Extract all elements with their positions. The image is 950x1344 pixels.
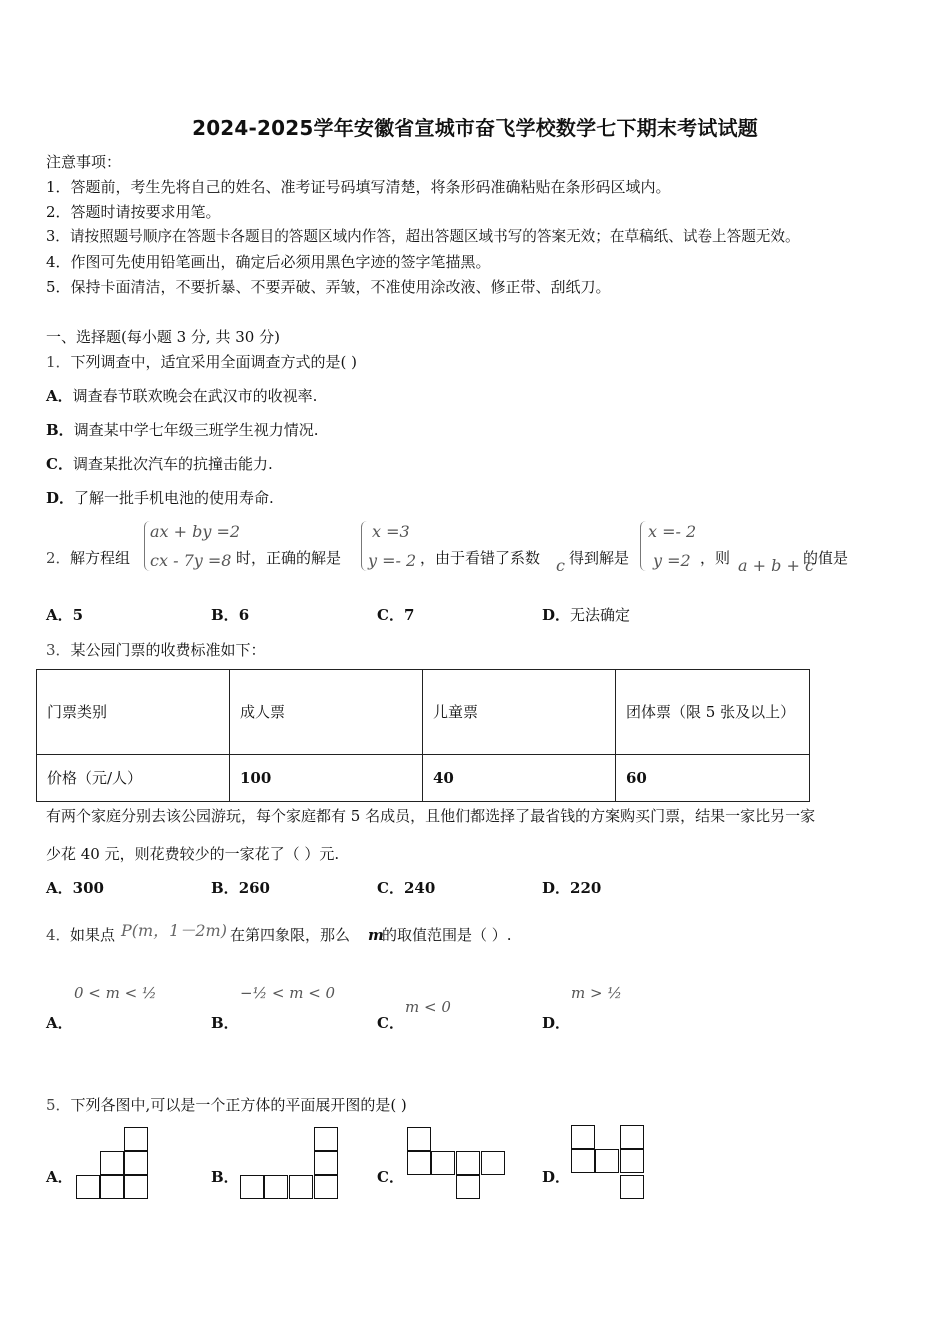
q2-text: ，由于看错了系数 bbox=[420, 549, 541, 567]
q2-text: ，则 bbox=[700, 549, 731, 567]
q2-text: 的值是 bbox=[803, 549, 849, 567]
option-label: D． bbox=[542, 606, 571, 624]
option-label: C． bbox=[377, 879, 404, 897]
table-header-cell: 门票类别 bbox=[37, 670, 230, 755]
option-label[interactable]: A． bbox=[46, 1168, 73, 1186]
fee-table bbox=[36, 669, 810, 802]
equation: x =- 2 bbox=[648, 522, 697, 541]
system-brace bbox=[361, 521, 368, 571]
option-text: 无法确定 bbox=[570, 606, 631, 624]
coefficient: c bbox=[556, 556, 565, 575]
expression: a + b + c bbox=[738, 556, 814, 575]
q4-option-d[interactable]: m > ½ bbox=[571, 984, 622, 1002]
net-square bbox=[407, 1127, 431, 1151]
question-number: 1． bbox=[46, 353, 71, 371]
question-3 bbox=[46, 640, 266, 660]
q3-option-c[interactable] bbox=[377, 878, 435, 898]
net-square bbox=[289, 1175, 313, 1199]
option-label: B． bbox=[211, 606, 239, 624]
net-square bbox=[481, 1151, 505, 1175]
q1-option-c[interactable] bbox=[46, 454, 273, 474]
question-5 bbox=[46, 1095, 407, 1115]
question-1 bbox=[46, 352, 357, 372]
option-label: A． bbox=[46, 387, 73, 405]
section-heading: 一、选择题(每小题 3 分, 共 30 分) bbox=[46, 328, 280, 346]
question-number: 4． bbox=[46, 926, 71, 944]
q2-text: 时，正确的解是 bbox=[236, 549, 342, 567]
option-label[interactable]: B． bbox=[211, 1168, 239, 1186]
table-cell: 价格（元/人） bbox=[37, 755, 230, 802]
option-text: 300 bbox=[72, 879, 104, 897]
net-square bbox=[100, 1175, 124, 1199]
q2-text: 解方程组 bbox=[70, 549, 131, 567]
net-square bbox=[264, 1175, 288, 1199]
question-number: 5． bbox=[46, 1096, 71, 1114]
equation: x =3 bbox=[372, 522, 410, 541]
option-label: B． bbox=[46, 421, 74, 439]
option-label: C． bbox=[377, 606, 404, 624]
table-header-cell: 儿童票 bbox=[423, 670, 616, 755]
q3-text: 少花 40 元，则花费较少的一家花了（ ）元. bbox=[46, 845, 340, 863]
net-square bbox=[314, 1127, 338, 1151]
q2-option-a[interactable] bbox=[46, 605, 83, 625]
option-label: D． bbox=[542, 879, 571, 897]
net-square bbox=[571, 1149, 595, 1173]
question-stem: 某公园门票的收费标准如下： bbox=[70, 641, 266, 659]
option-label: A． bbox=[46, 879, 73, 897]
net-square bbox=[571, 1125, 595, 1149]
option-text: 220 bbox=[570, 879, 602, 897]
option-label[interactable]: A． bbox=[46, 1014, 73, 1032]
q2-option-b[interactable] bbox=[211, 605, 249, 625]
net-square bbox=[595, 1149, 619, 1173]
net-square bbox=[76, 1175, 100, 1199]
option-label: A． bbox=[46, 606, 73, 624]
equation: y =2 bbox=[653, 551, 691, 570]
notice-item: 5．保持卡面清洁，不要折暴、不要弄破、弄皱，不准使用涂改液、修正带、刮纸刀。 bbox=[46, 278, 611, 296]
table-cell: 60 bbox=[616, 755, 810, 802]
net-square bbox=[240, 1175, 264, 1199]
option-text: 了解一批手机电池的使用寿命. bbox=[74, 489, 274, 507]
option-text: 260 bbox=[238, 879, 270, 897]
net-square bbox=[620, 1125, 644, 1149]
option-label[interactable]: C． bbox=[377, 1168, 404, 1186]
question-stem: 下列调查中，适宜采用全面调查方式的是( ) bbox=[70, 353, 358, 371]
question-number: 2． bbox=[46, 549, 71, 567]
net-square bbox=[124, 1151, 148, 1175]
table-row bbox=[37, 670, 810, 755]
table-cell: 40 bbox=[423, 755, 616, 802]
variable: m bbox=[368, 926, 384, 944]
option-text: 调查某批次汽车的抗撞击能力. bbox=[72, 455, 273, 473]
net-square bbox=[620, 1175, 644, 1199]
q4-option-b[interactable]: −½ < m < 0 bbox=[240, 984, 336, 1002]
q2-option-c[interactable] bbox=[377, 605, 414, 625]
option-text: 240 bbox=[403, 879, 436, 897]
net-square bbox=[124, 1175, 148, 1199]
notice-item: 1．答题前，考生先将自己的姓名、准考证号码填写清楚，将条形码准确粘贴在条形码区域内。 bbox=[46, 178, 671, 196]
net-square bbox=[620, 1149, 644, 1173]
q1-option-d[interactable] bbox=[46, 488, 274, 508]
q3-option-d[interactable] bbox=[542, 878, 601, 898]
notice-item: 2．答题时请按要求用笔。 bbox=[46, 203, 221, 221]
option-text: 调查春节联欢晚会在武汉市的收视率. bbox=[72, 387, 318, 405]
q4-option-c[interactable]: m < 0 bbox=[405, 998, 451, 1016]
net-square bbox=[314, 1151, 338, 1175]
option-label: B． bbox=[211, 879, 239, 897]
q4-option-a[interactable]: 0 < m < ½ bbox=[74, 984, 157, 1002]
question-stem: 下列各图中,可以是一个正方体的平面展开图的是( ) bbox=[70, 1096, 407, 1114]
q4-text: 的取值范围是（ ）. bbox=[382, 926, 512, 944]
point-expression: P(m，1－2m) bbox=[121, 921, 227, 940]
net-square bbox=[314, 1175, 338, 1199]
net-square bbox=[456, 1175, 480, 1199]
option-label[interactable]: D． bbox=[542, 1168, 571, 1186]
option-label: C． bbox=[46, 455, 73, 473]
option-label[interactable]: C． bbox=[377, 1014, 404, 1032]
option-label[interactable]: B． bbox=[211, 1014, 239, 1032]
table-cell: 100 bbox=[230, 755, 423, 802]
table-header-cell: 团体票（限 5 张及以上） bbox=[616, 670, 810, 755]
option-text: 调查某中学七年级三班学生视力情况. bbox=[73, 421, 319, 439]
equation: y =- 2 bbox=[368, 551, 417, 570]
q4-text: 在第四象限，那么 bbox=[230, 926, 351, 944]
page-title: 2024-2025学年安徽省宣城市奋飞学校数学七下期末考试试题 bbox=[192, 116, 758, 140]
q3-text: 有两个家庭分别去该公园游玩，每个家庭都有 5 名成员，且他们都选择了最省钱的方案购买门票，结果一家比另一家 bbox=[46, 807, 816, 825]
option-text: 5 bbox=[72, 606, 84, 624]
q2-text: 得到解是 bbox=[569, 549, 630, 567]
question-number: 3． bbox=[46, 641, 71, 659]
notice-heading: 注意事项： bbox=[46, 153, 122, 171]
option-text: 6 bbox=[238, 606, 250, 624]
net-square bbox=[100, 1151, 124, 1175]
notice-item: 4．作图可先使用铅笔画出，确定后必须用黑色字迹的签字笔描黑。 bbox=[46, 253, 491, 271]
notice-item: 3．请按照题号顺序在答题卡各题目的答题区域内作答，超出答题区域书写的答案无效；在草稿纸、试卷上答题无效。 bbox=[46, 228, 800, 245]
system-brace bbox=[640, 521, 647, 571]
net-square bbox=[431, 1151, 455, 1175]
q2-option-d[interactable] bbox=[542, 605, 630, 625]
equation: cx - 7y =8 bbox=[150, 551, 232, 570]
option-text: 7 bbox=[403, 606, 415, 624]
q3-option-b[interactable] bbox=[211, 878, 270, 898]
q3-option-a[interactable] bbox=[46, 878, 104, 898]
net-square bbox=[407, 1151, 431, 1175]
option-label[interactable]: D． bbox=[542, 1014, 571, 1032]
net-square bbox=[456, 1151, 480, 1175]
net-square bbox=[124, 1127, 148, 1151]
q4-text: 如果点 bbox=[70, 926, 116, 944]
table-header-cell: 成人票 bbox=[230, 670, 423, 755]
q1-option-a[interactable] bbox=[46, 386, 317, 406]
table-row bbox=[37, 755, 810, 802]
equation: ax + by =2 bbox=[150, 522, 241, 541]
q1-option-b[interactable] bbox=[46, 420, 318, 440]
option-label: D． bbox=[46, 489, 75, 507]
